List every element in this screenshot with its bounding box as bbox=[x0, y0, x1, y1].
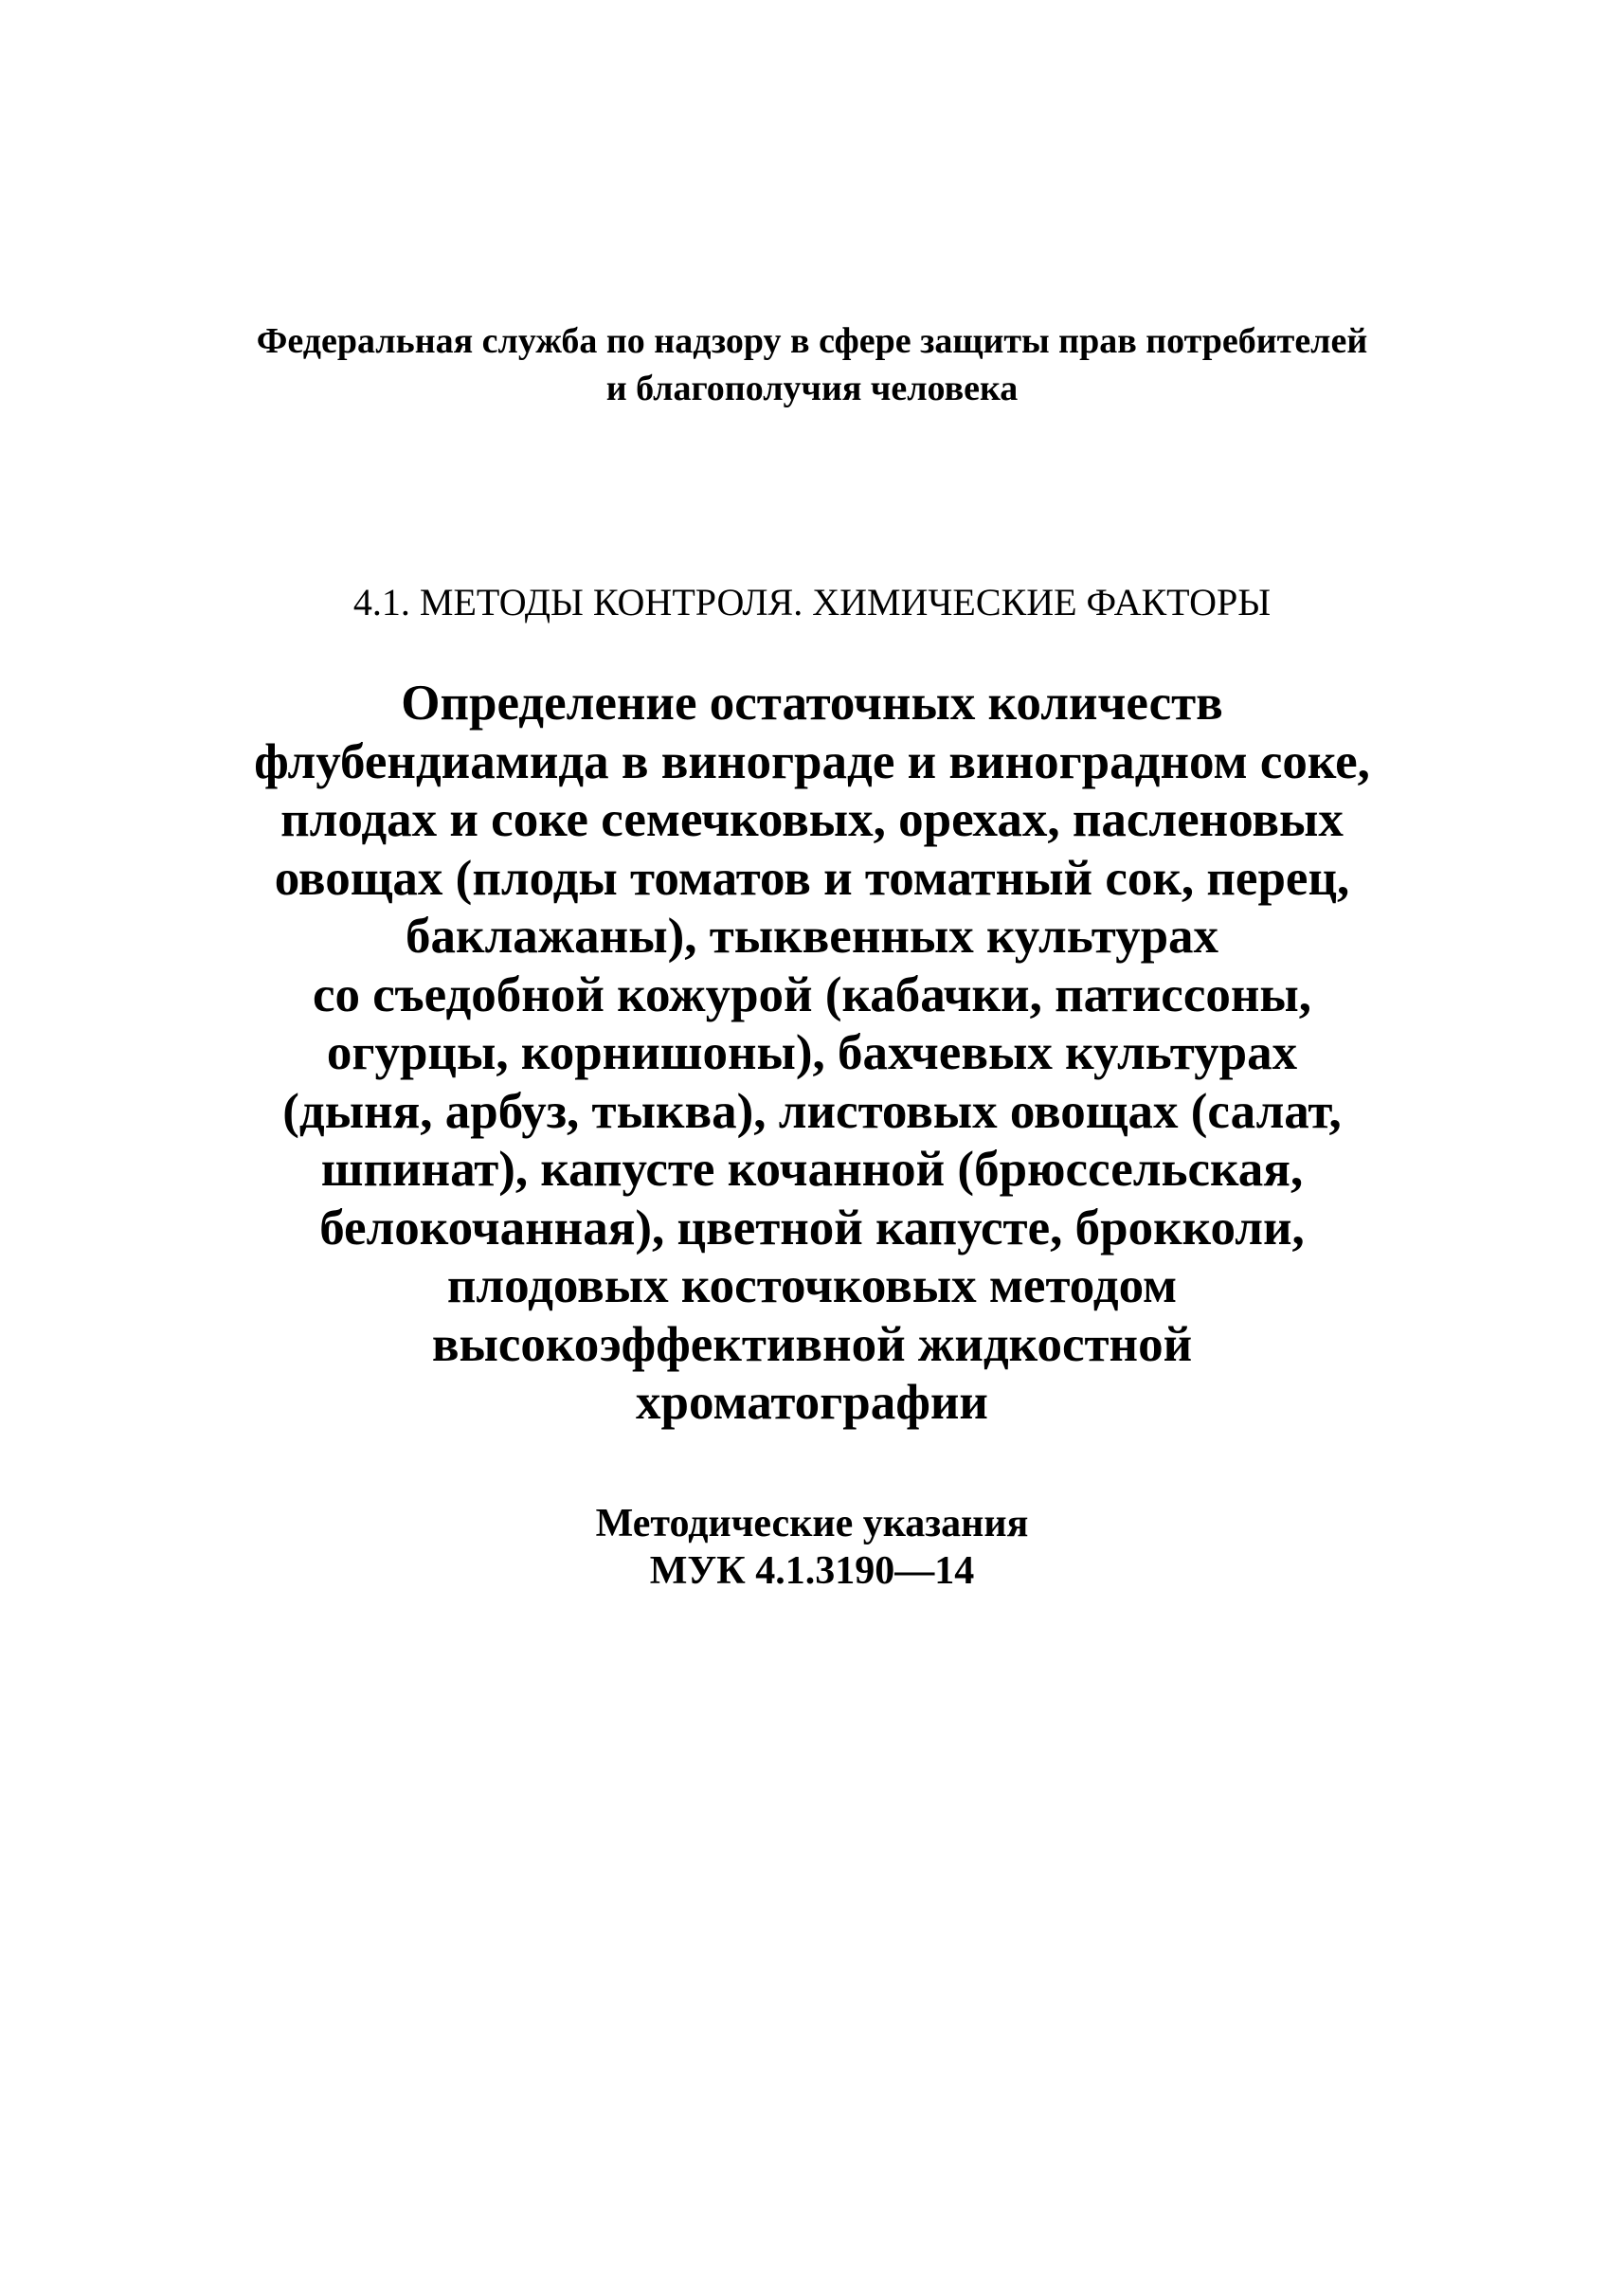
document-type-block bbox=[0, 1500, 1624, 1595]
title-line: белокочанная), цветной капусте, брокколи, bbox=[319, 1200, 1305, 1255]
title-line: флубендиамида в винограде и виноградном соке, bbox=[254, 733, 1370, 789]
title-line: плодовых косточковых методом bbox=[446, 1258, 1178, 1313]
title-line: (дыня, арбуз, тыква), листовых овощах (салат, bbox=[282, 1083, 1342, 1139]
issuing-authority bbox=[0, 317, 1624, 412]
title-line: шпинат), капусте кочанной (брюссельская, bbox=[320, 1142, 1304, 1197]
authority-line: Федеральная служба по надзору в сфере защиты прав потребителей bbox=[256, 321, 1368, 361]
title-line: плодах и соке семечковых, орехах, пасленовых bbox=[280, 792, 1344, 847]
title-line: овощах (плоды томатов и томатный сок, перец, bbox=[274, 850, 1350, 906]
title-line: Определение остаточных количеств bbox=[401, 676, 1223, 731]
title-line: со съедобной кожурой (кабачки, патиссоны, bbox=[312, 966, 1312, 1022]
title-line: хроматографии bbox=[636, 1375, 988, 1430]
section-heading: 4.1. МЕТОДЫ КОНТРОЛЯ. ХИМИЧЕСКИЕ ФАКТОРЫ bbox=[352, 581, 1272, 623]
document-code: МУК 4.1.3190—14 bbox=[649, 1549, 975, 1593]
document-type-label: Методические указания bbox=[595, 1502, 1029, 1545]
authority-line: и благополучия человека bbox=[605, 369, 1019, 408]
title-line: огурцы, корнишоны), бахчевых культурах bbox=[326, 1025, 1298, 1080]
document-title bbox=[0, 675, 1624, 1433]
title-line: баклажаны), тыквенных культурах bbox=[405, 909, 1219, 964]
title-line: высокоэффективной жидкостной bbox=[431, 1316, 1193, 1372]
